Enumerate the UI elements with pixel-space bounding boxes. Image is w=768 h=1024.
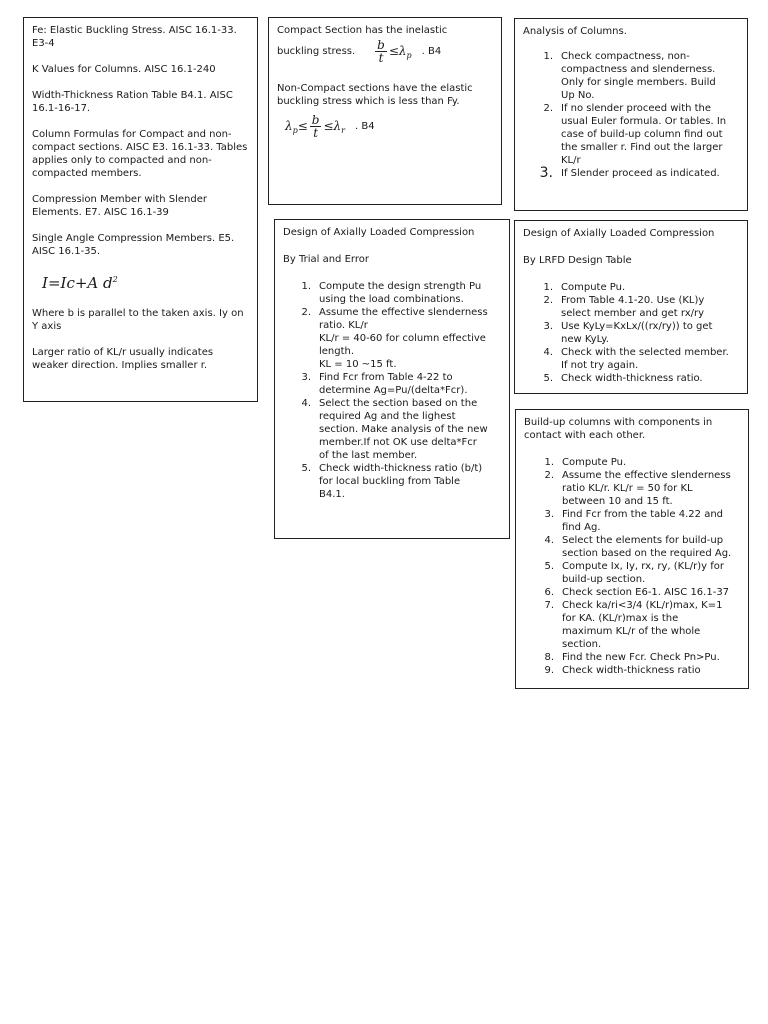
list-line: Find Fcr from Table 4-22 to xyxy=(319,372,453,383)
trial-title: Design of Axially Loaded Compression xyxy=(283,227,475,238)
list-line: Use KyLy=KxLx/((rx/ry)) to get xyxy=(561,321,713,332)
list-line: case of build-up column find out xyxy=(561,129,723,140)
references-box xyxy=(23,17,258,402)
list-line: Compute Pu. xyxy=(561,282,626,293)
list-number: 5. xyxy=(543,373,553,384)
list-line: using the load combinations. xyxy=(319,294,464,305)
list-line: section based on the required Ag. xyxy=(562,548,732,559)
list-item xyxy=(537,281,739,294)
list-item xyxy=(295,306,501,371)
list-item xyxy=(538,664,740,677)
list-text xyxy=(562,599,740,651)
list-line: determine Ag=Pu/(delta*Fcr). xyxy=(319,385,468,396)
list-text xyxy=(562,469,740,508)
list-number: 8. xyxy=(544,652,554,663)
list-item xyxy=(538,534,740,560)
buildup-box xyxy=(515,409,749,689)
list-text xyxy=(319,397,501,462)
list-line: ratio. KL/r xyxy=(319,320,368,331)
ref-item: K Values for Columns. AISC 16.1-240 xyxy=(32,64,216,75)
ref-item: Compression Member with Slender Elements. E7. AISC 16.1-39 xyxy=(32,194,207,218)
list-line: Check width-thickness ratio xyxy=(562,665,701,676)
list-text xyxy=(561,102,739,167)
compact-section-box xyxy=(268,17,502,205)
buildup-list xyxy=(524,456,740,677)
list-item xyxy=(537,102,739,167)
list-number: 2. xyxy=(544,470,554,481)
list-text xyxy=(561,294,739,320)
list-item xyxy=(538,456,740,469)
list-line: Check ka/ri<3/4 (KL/r)max, K=1 xyxy=(562,600,723,611)
list-number: 4. xyxy=(301,398,311,409)
list-line: member.If not OK use delta*Fcr xyxy=(319,437,477,448)
noncompact-formula: $\lambda_p\le$ $\frac{b}{t}$ $\le\lambda_r$ xyxy=(285,113,345,140)
lrfd-title: Design of Axially Loaded Compression xyxy=(523,228,715,239)
list-text xyxy=(562,651,740,664)
list-item xyxy=(537,294,739,320)
list-line: B4.1. xyxy=(319,489,345,500)
list-text xyxy=(562,508,740,534)
list-line: new KyLy. xyxy=(561,334,609,345)
ref-item: Width-Thickness Ration Table B4.1. AISC 16.1-16-17. xyxy=(32,90,233,114)
list-line: Compute Ix, Iy, rx, ry, (KL/r)y for xyxy=(562,561,724,572)
list-text xyxy=(561,346,739,372)
list-text xyxy=(319,306,501,371)
list-line: Compute Pu. xyxy=(562,457,627,468)
ref-item: Single Angle Compression Members. E5. AISC 16.1-35. xyxy=(32,233,235,257)
list-line: KL/r = 40-60 for column effective xyxy=(319,333,486,344)
list-item xyxy=(538,560,740,586)
list-line: If no slender proceed with the xyxy=(561,103,712,114)
list-line: usual Euler formula. Or tables. In xyxy=(561,116,727,127)
ref-item: Fe: Elastic Buckling Stress. AISC 16.1-33. E3-4 xyxy=(32,25,237,49)
list-line: required Ag and the lighest xyxy=(319,411,456,422)
list-text xyxy=(319,462,501,501)
list-number: 5. xyxy=(544,561,554,572)
list-item xyxy=(295,397,501,462)
noncompact-text: Non-Compact sections have the elastic buckling stress which is less than Fy. xyxy=(277,83,473,107)
list-line: Find the new Fcr. Check Pn>Pu. xyxy=(562,652,720,663)
list-item xyxy=(537,346,739,372)
list-number: 1. xyxy=(301,281,311,292)
list-text xyxy=(562,456,740,469)
list-line: ratio KL/r. KL/r = 50 for KL xyxy=(562,483,693,494)
list-line: compactness and slenderness. xyxy=(561,64,716,75)
list-line: Check width-thickness ratio. xyxy=(561,373,703,384)
list-item xyxy=(295,371,501,397)
list-line: Check compactness, non- xyxy=(561,51,690,62)
compact-line: Compact Section has the inelastic xyxy=(277,25,448,36)
note: Larger ratio of KL/r usually indicates weaker direction. Implies smaller r. xyxy=(32,347,214,371)
list-number: 1. xyxy=(544,457,554,468)
list-line: KL = 10 ~15 ft. xyxy=(319,359,397,370)
trial-list xyxy=(283,280,501,501)
list-text xyxy=(562,534,740,560)
list-text xyxy=(562,560,740,586)
list-item xyxy=(537,167,739,180)
list-item xyxy=(538,586,740,599)
list-text xyxy=(561,167,739,180)
list-line: Check width-thickness ratio (b/t) xyxy=(319,463,483,474)
compact-formula: $\frac{b}{t}$ $\le\lambda_p$ xyxy=(377,38,412,65)
list-line: find Ag. xyxy=(562,522,601,533)
list-text xyxy=(562,586,740,599)
list-text xyxy=(561,320,739,346)
list-line: Check with the selected member. xyxy=(561,347,729,358)
list-line: select member and get rx/ry xyxy=(561,308,705,319)
list-number: 9. xyxy=(544,665,554,676)
list-line: Assume the effective slenderness xyxy=(562,470,731,481)
list-item xyxy=(538,469,740,508)
list-line: length. xyxy=(319,346,355,357)
list-item xyxy=(537,320,739,346)
list-text xyxy=(319,371,501,397)
list-line: for local buckling from Table xyxy=(319,476,461,487)
list-number: 2. xyxy=(301,307,311,318)
list-number: 5. xyxy=(301,463,311,474)
analysis-list xyxy=(523,50,739,180)
list-line: Up No. xyxy=(561,90,595,101)
list-number: 3. xyxy=(301,372,311,383)
lrfd-box xyxy=(514,220,748,394)
list-item xyxy=(538,508,740,534)
buildup-title: Build-up columns with components in contact with each other. xyxy=(524,417,713,441)
list-line: Select the elements for build-up xyxy=(562,535,724,546)
list-line: section. xyxy=(562,639,602,650)
noncompact-formula-row: $\lambda_p\le$ $\frac{b}{t}$ $\le\lambda_r$ . B4 xyxy=(285,113,375,140)
ref-item: Column Formulas for Compact and non-compact sections. AISC E3. 16.1-33. Tables applies only to compacted and non-compacted members. xyxy=(32,129,248,179)
list-line: If not try again. xyxy=(561,360,639,371)
analysis-box xyxy=(514,18,748,211)
list-line: between 10 and 15 ft. xyxy=(562,496,673,507)
list-item xyxy=(295,280,501,306)
lrfd-list xyxy=(523,281,739,385)
list-line: for KA. (KL/r)max is the xyxy=(562,613,679,624)
list-line: Only for single members. Build xyxy=(561,77,716,88)
list-item xyxy=(538,599,740,651)
list-item xyxy=(537,50,739,102)
list-line: Select the section based on the xyxy=(319,398,478,409)
list-line: maximum KL/r of the whole xyxy=(562,626,701,637)
list-number: 1. xyxy=(543,282,553,293)
list-text xyxy=(319,280,501,306)
list-number: 3. xyxy=(539,165,553,181)
list-line: Assume the effective slenderness xyxy=(319,307,488,318)
list-text xyxy=(561,372,739,385)
list-number: 6. xyxy=(544,587,554,598)
list-number: 1. xyxy=(543,51,553,62)
compact-formula-row: buckling stress. $\frac{b}{t}$ $\le\lambda_p$ . B4 xyxy=(277,38,442,65)
note: Where b is parallel to the taken axis. Iy on Y axis xyxy=(32,308,244,332)
list-item xyxy=(537,372,739,385)
list-number: 4. xyxy=(544,535,554,546)
list-number: 3. xyxy=(543,321,553,332)
list-line: From Table 4.1-20. Use (KL)y xyxy=(561,295,705,306)
list-line: KL/r xyxy=(561,155,581,166)
list-number: 2. xyxy=(543,295,553,306)
list-number: 3. xyxy=(544,509,554,520)
list-number: 4. xyxy=(543,347,553,358)
list-line: section. Make analysis of the new xyxy=(319,424,488,435)
list-text xyxy=(561,281,739,294)
list-text xyxy=(562,664,740,677)
list-line: Find Fcr from the table 4.22 and xyxy=(562,509,724,520)
list-line: build-up section. xyxy=(562,574,646,585)
list-item xyxy=(538,651,740,664)
list-number: 7. xyxy=(544,600,554,611)
trial-subtitle: By Trial and Error xyxy=(283,254,369,265)
analysis-title: Analysis of Columns. xyxy=(523,26,627,37)
list-item xyxy=(295,462,501,501)
parallel-axis-formula: I=Ic+A $d^2$ xyxy=(42,274,118,292)
list-number: 2. xyxy=(543,103,553,114)
list-line: Compute the design strength Pu xyxy=(319,281,482,292)
lrfd-subtitle: By LRFD Design Table xyxy=(523,255,632,266)
trial-error-box xyxy=(274,219,510,539)
list-line: of the last member. xyxy=(319,450,418,461)
list-line: the smaller r. Find out the larger xyxy=(561,142,723,153)
list-line: If Slender proceed as indicated. xyxy=(561,168,720,179)
list-text xyxy=(561,50,739,102)
list-line: Check section E6-1. AISC 16.1-37 xyxy=(562,587,730,598)
